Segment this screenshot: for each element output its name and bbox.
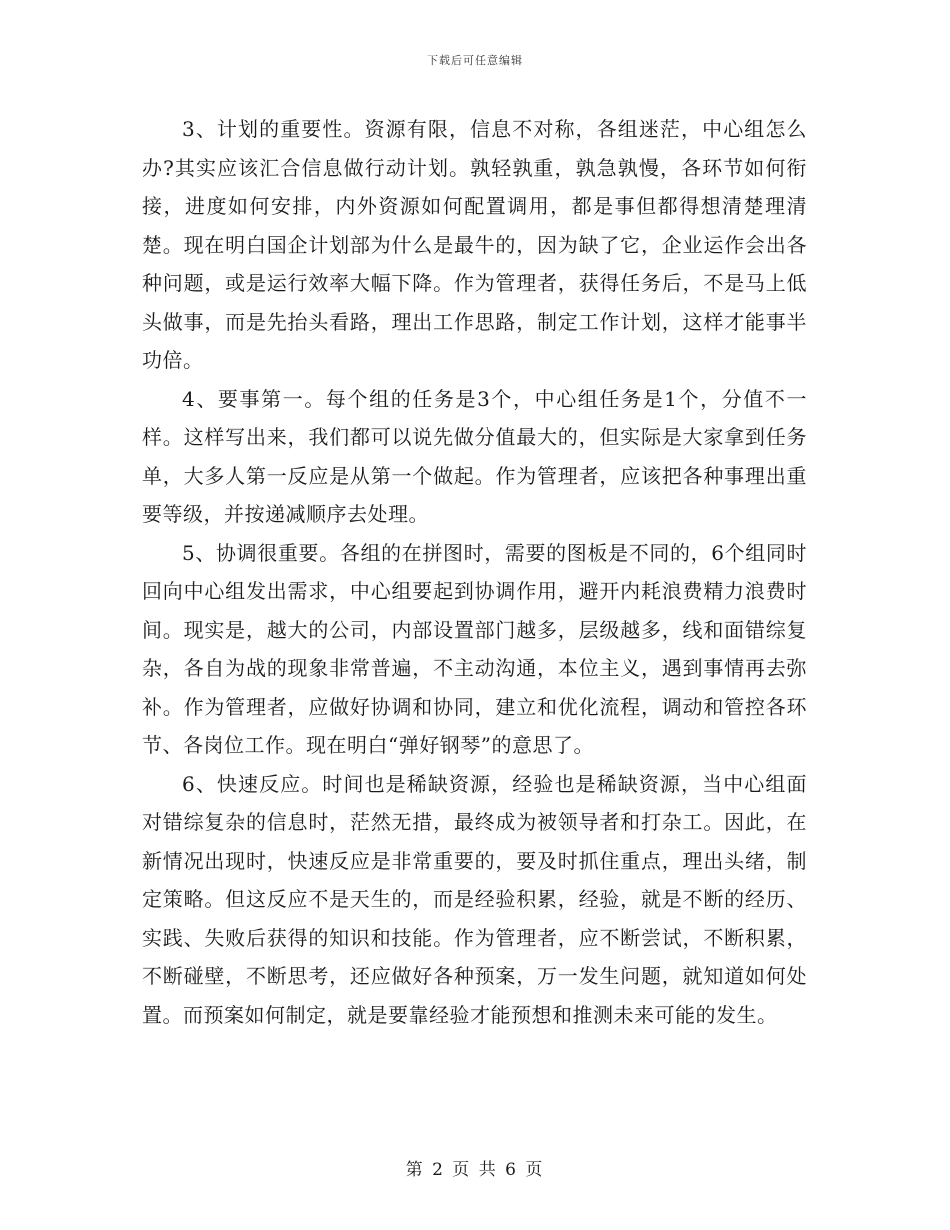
- page-number-footer: 第 2 页 共 6 页: [405, 1160, 545, 1180]
- paragraph-priority-first: 4、要事第一。每个组的任务是3个，中心组任务是1个，分值不一样。这样写出来，我们都可以说先做分值最大的，但实际是大家拿到任务单，大多人第一反应是从第一个做起。作为管理者，应该把各种事理出重要等级，并按递减顺序去处理。: [142, 386, 807, 526]
- document-body: [142, 110, 807, 1034]
- page-header: 下载后可任意编辑: [427, 54, 523, 67]
- paragraph-plan-importance: 3、计划的重要性。资源有限，信息不对称，各组迷茫，中心组怎么办?其实应该汇合信息做行动计划。孰轻孰重，孰急孰慢，各环节如何衔接，进度如何安排，内外资源如何配置调用，都是事但都得想清楚理清楚。现在明白国企计划部为什么是最牛的，因为缺了它，企业运作会出各种问题，或是运行效率大幅下降。作为管理者，获得任务后，不是马上低头做事，而是先抬头看路，理出工作思路，制定工作计划，这样才能事半功倍。: [142, 117, 807, 372]
- paragraph-quick-response: 6、快速反应。时间也是稀缺资源，经验也是稀缺资源，当中心组面对错综复杂的信息时，茫然无措，最终成为被领导者和打杂工。因此，在新情况出现时，快速反应是非常重要的，要及时抓住重点，理出头绪，制定策略。但这反应不是天生的，而是经验积累，经验，就是不断的经历、实践、失败后获得的知识和技能。作为管理者，应不断尝试，不断积累，不断碰壁，不断思考，还应做好各种预案，万一发生问题，就知道如何处置。而预案如何制定，就是要靠经验才能预想和推测未来可能的发生。: [142, 771, 807, 1027]
- paragraph-coordination: 5、协调很重要。各组的在拼图时，需要的图板是不同的，6个组同时回向中心组发出需求，中心组要起到协调作用，避开内耗浪费精力浪费时间。现实是，越大的公司，内部设置部门越多，层级越多，线和面错综复杂，各自为战的现象非常普遍，不主动沟通，本位主义，遇到事情再去弥补。作为管理者，应做好协调和协同，建立和优化流程，调动和管控各环节、各岗位工作。现在明白“弹好钢琴”的意思了。: [142, 540, 807, 757]
